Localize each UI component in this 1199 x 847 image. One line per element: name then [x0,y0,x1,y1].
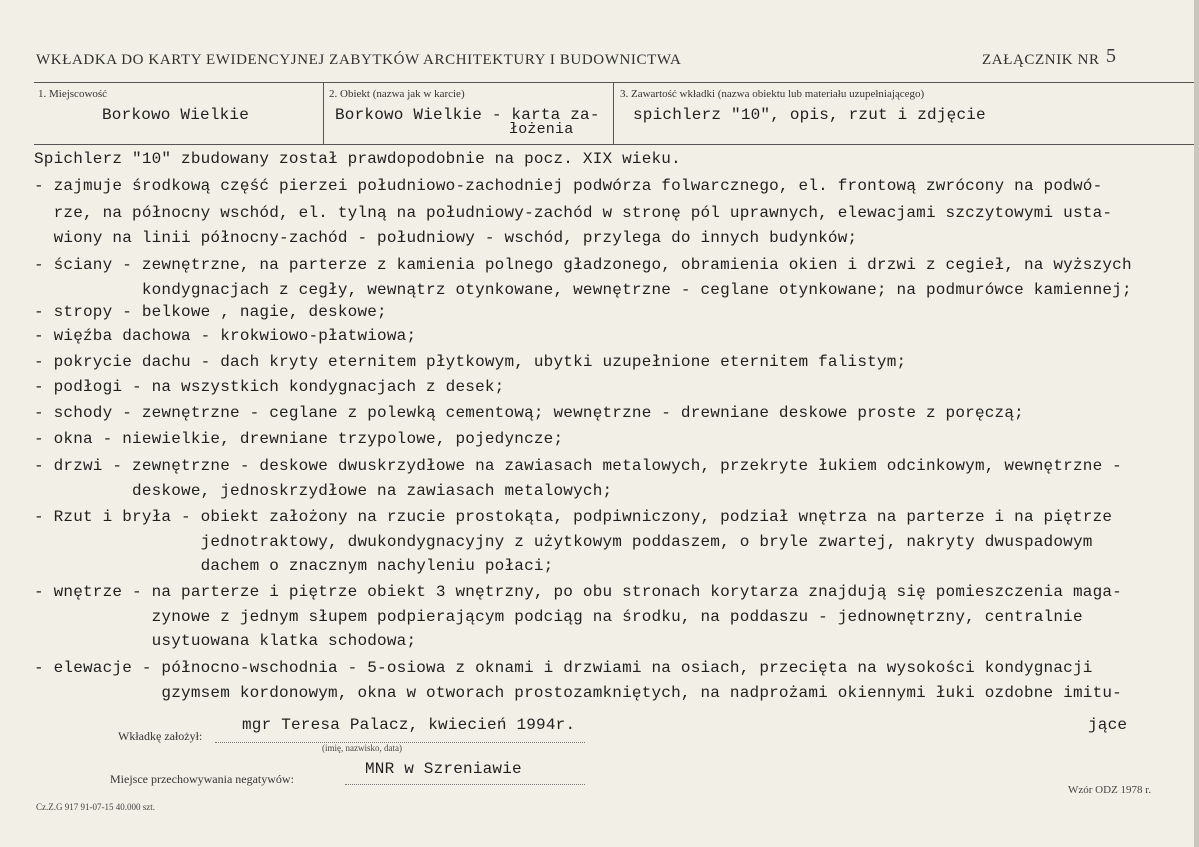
scan-edge [1194,0,1199,847]
negatives-label: Miejsce przechowywania negatywów: [110,772,294,786]
body-line: dachem o znacznym nachyleniu połaci; [34,557,554,575]
object-label: 2. Obiekt (nazwa jak w karcie) [329,88,465,100]
header-rule-bottom [34,144,1197,145]
content-value: spichlerz "10", opis, rzut i zdjęcie [633,106,986,124]
body-line: gzymsem kordonowym, okna w otworach prostozamkniętych, na nadprożami okiennymi łuki ozdobne imitu- [34,684,1122,702]
body-line: - drzwi - zewnętrzne - deskowe dwuskrzydłowe na zawiasach metalowych, przekryte łukiem odcinkowym, wewnętrzne - [34,457,1122,475]
body-line: deskowe, jednoskrzydłowe na zawiasach metalowych; [34,482,613,500]
place-value: Borkowo Wielkie [102,106,250,124]
body-line: - stropy - belkowe , nagie, deskowe; [34,303,387,321]
body-line: - pokrycie dachu - dach kryty eternitem płytkowym, ubytki uzupełnione eternitem falistym; [34,353,907,371]
body-line: - okna - niewielkie, drewniane trzypolowe, pojedyncze; [34,430,564,448]
negatives-dotted-line [345,784,585,785]
content-label: 3. Zawartość wkładki (nazwa obiektu lub materiału uzupełniającego) [620,88,925,100]
body-line: Spichlerz "10" zbudowany został prawdopodobnie na pocz. XIX wieku. [34,150,681,168]
place-label: 1. Miejscowość [38,88,108,100]
object-value-line1: Borkowo Wielkie - karta za- [335,106,600,124]
body-line: usytuowana klatka schodowa; [34,632,417,650]
attachment-label: ZAŁĄCZNIK NR [982,52,1100,68]
body-line: - schody - zewnętrzne - ceglane z polewką cementową; wewnętrzne - drewniane deskowe proste z poręczą; [34,404,1024,422]
body-line: - więźba dachowa - krokwiowo-płatwiowa; [34,327,417,345]
header-rule-top [34,82,1197,83]
body-line: - elewacje - północno-wschodnia - 5-osiowa z oknami i drzwiami na osiach, przecięta na wysokości kondygnacji [34,659,1093,677]
body-line: - Rzut i bryła - obiekt założony na rzucie prostokąta, podpiwniczony, podział wnętrza na parterze i na piętrze [34,508,1113,526]
body-line: rze, na północny wschód, el. tylną na południowy-zachód w stronę pól uprawnych, elewacjami szczytowymi usta- [34,204,1113,222]
field-divider-2 [613,82,614,144]
body-line: wiony na linii północny-zachód - południowy - wschód, przylega do innych budynków; [34,229,858,247]
author-label: Wkładkę założył: [118,729,203,743]
object-value-line2: łożenia [509,121,574,138]
body-line: - ściany - zewnętrzne, na parterze z kamienia polnego gładzonego, obramienia okien i drzwi z cegieł, na wyższych [34,256,1132,274]
negatives-value: MNR w Szreniawie [365,760,522,778]
body-line: jednotraktowy, dwukondygnacyjny z użytkowym poddaszem, o bryle zwartej, nakryty dwuspadowym [34,533,1093,551]
body-line: - wnętrze - na parterze i piętrze obiekt 3 wnętrzny, po obu stronach korytarza znajdują się pomieszczenia maga- [34,583,1122,601]
author-hint: (imię, nazwisko, data) [322,743,402,753]
body-line: - zajmuje środkową część pierzei południowo-zachodniej podwórza folwarcznego, el. frontową zwrócony na podwó- [34,177,1103,195]
body-line: - podłogi - na wszystkich kondygnacjach z desek; [34,378,505,396]
body-line: zynowe z jednym słupem podpierającym podciąg na środku, na poddaszu - jednownętrzny, centralnie [34,608,1083,626]
author-value: mgr Teresa Palacz, kwiecień 1994r. [242,716,576,734]
form-model: Wzór ODZ 1978 r. [1068,784,1152,796]
form-title: WKŁADKA DO KARTY EWIDENCYJNEJ ZABYTKÓW ARCHITEKTURY I BUDOWNICTWA [36,52,682,68]
body-line: jące [1088,716,1128,734]
field-divider-1 [323,82,324,144]
body-line: kondygnacjach z cegły, wewnątrz otynkowane, wewnętrzne - ceglane otynkowane; na podmurówce kamiennej; [34,281,1132,299]
print-info: Cz.Z.G 917 91-07-15 40.000 szt. [36,802,155,812]
attachment-number: 5 [1106,45,1116,67]
